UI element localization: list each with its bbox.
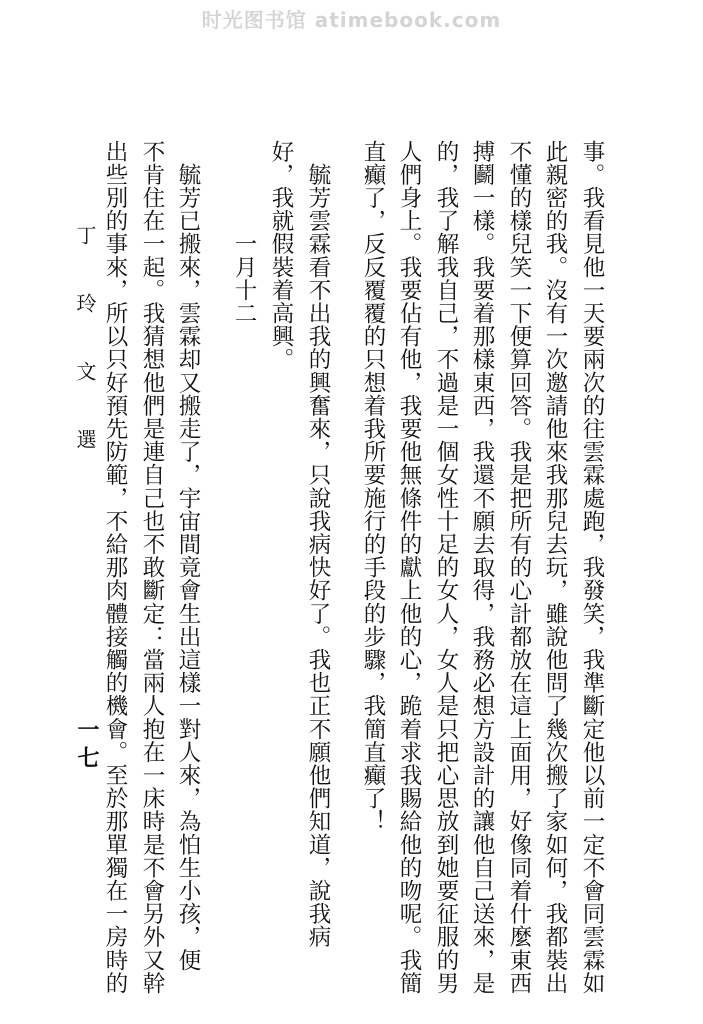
text-column-15: 出些別的事來，所以只好預先防範，不給那肉體接觸的機會。至於那單獨在一房時的 <box>102 140 128 995</box>
text-column-5: 的，我了解我自己，不過是一個女性十足的女人，女人是只把心思放到她要征服的男 <box>433 140 459 995</box>
text-column-14: 不肯住在一起。我猜想他們是連自己也不敢斷定：當兩人抱在一床時是不會另外又幹 <box>139 140 165 995</box>
text-column-9: 好，我就假裝着高興。 <box>268 140 294 371</box>
text-column-1: 事。我看見他一天要兩次的往雲霖處跑，我發笑，我準斷定他以前一定不會同雲霖如 <box>579 140 605 995</box>
diary-date-heading: 一月十二 <box>231 140 257 325</box>
text-column-6: 人們身上。我要佔有他，我要他無條件的獻上他的心，跪着求我賜給他的吻呢。我簡 <box>396 140 422 995</box>
text-column-2: 此親密的我。沒有一次邀請他來我那兒去玩，雖說他問了幾次搬了家如何，我都裝出 <box>542 140 568 995</box>
text-column-7: 直癲了，反反覆覆的只想着我所要施行的手段的步驟，我簡直癲了！ <box>360 140 386 833</box>
text-column-3: 不懂的樣兒笑一下便算回答。我是把所有的心計都放在這上面用，好像同着什麼東西 <box>506 140 532 995</box>
text-column-13: 毓芳已搬來，雲霖却又搬走了，宇宙間竟會生出這樣一對人來，為怕生小孩，便 <box>175 140 201 972</box>
text-column-8: 毓芳雲霖看不出我的興奮來，只說我病快好了。我也正不願他們知道，說我病 <box>305 140 331 949</box>
site-watermark: 时光图书馆 atimebook.com <box>201 8 502 32</box>
running-head: 丁 玲 文 選 <box>73 225 97 461</box>
text-column-4: 搏鬬一樣。我要着那樣東西，我還不願去取得，我務必想方設計的讓他自己送來，是 <box>469 140 495 995</box>
page-number: 一七 <box>74 718 100 774</box>
